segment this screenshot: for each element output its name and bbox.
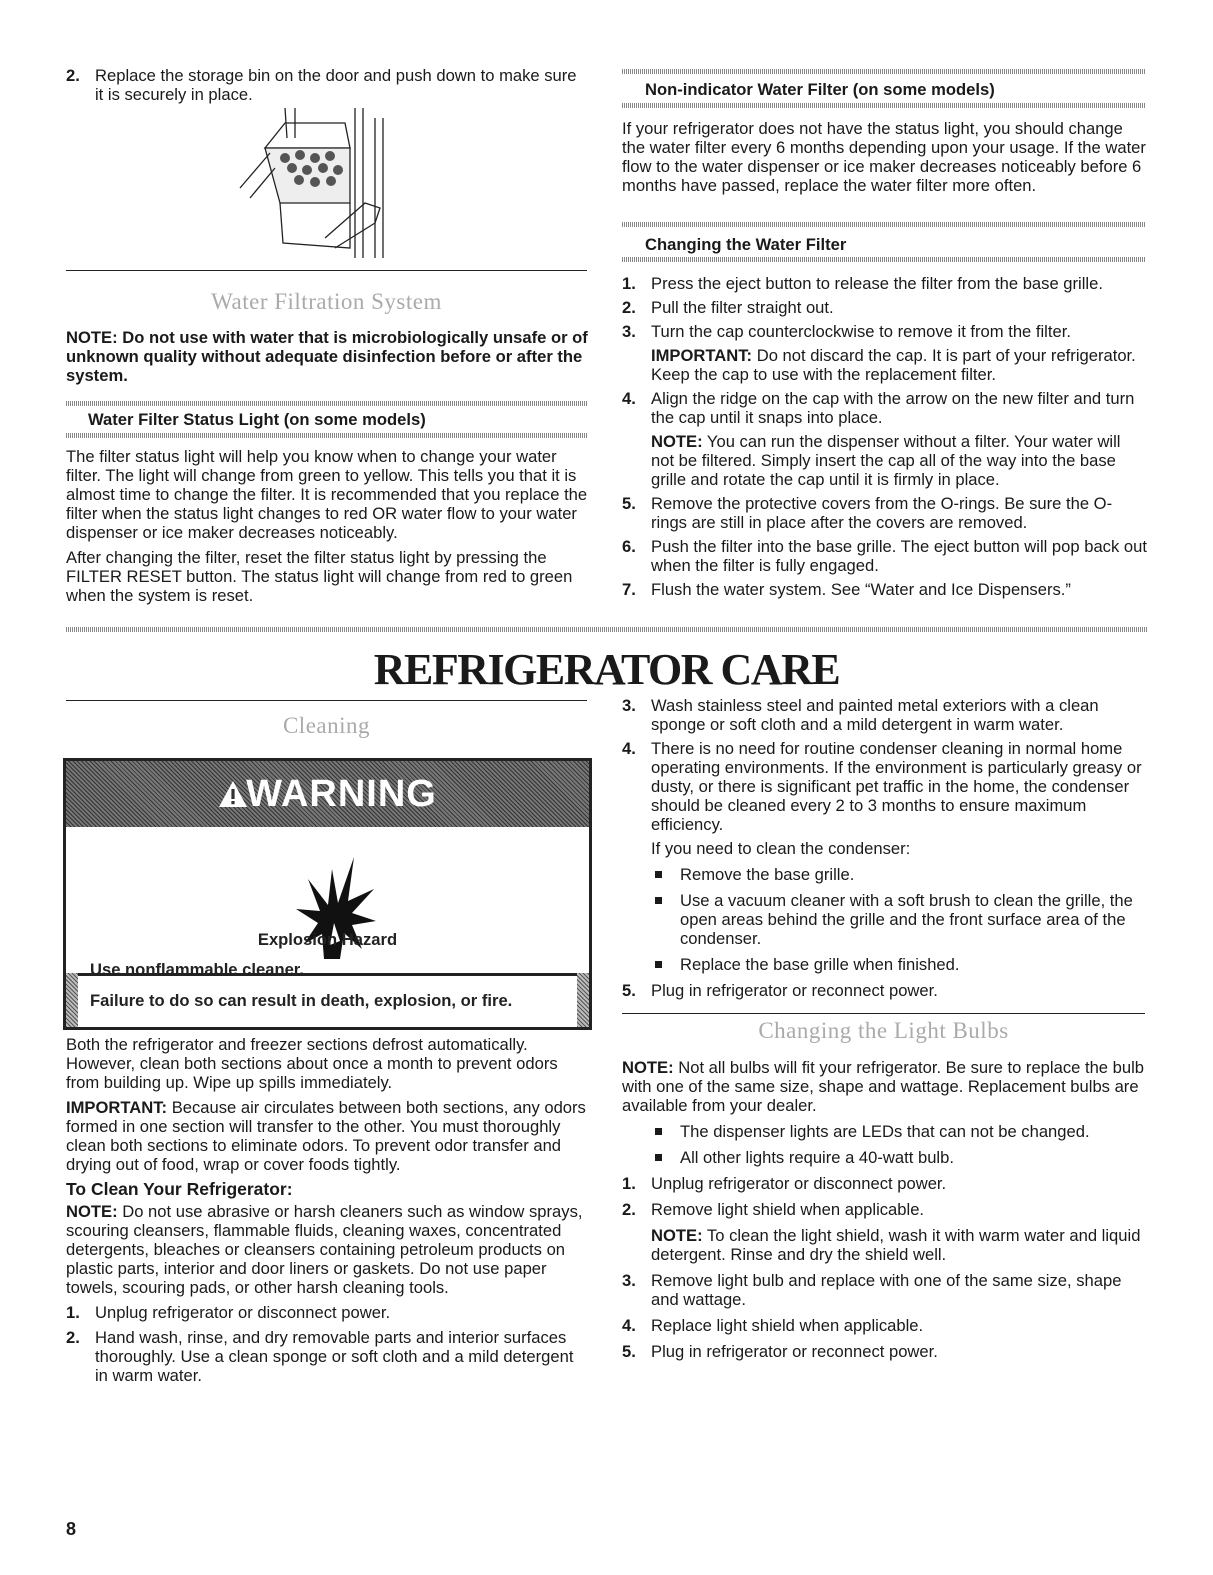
section-rule <box>622 1013 1145 1014</box>
status-light-heading: Water Filter Status Light (on some models) <box>88 410 426 429</box>
list-item: 4. Replace light shield when applicable. <box>622 1316 924 1335</box>
list-item: 5. Plug in refrigerator or reconnect power. <box>622 1342 938 1361</box>
list-item: 1. Unplug refrigerator or disconnect power. <box>66 1303 391 1322</box>
list-item: 1. Unplug refrigerator or disconnect power. <box>622 1174 947 1193</box>
list-item: 5. Plug in refrigerator or reconnect power. <box>622 981 938 1000</box>
section-heading-water-filtration: Water Filtration System <box>211 289 442 314</box>
hatch-divider <box>622 257 1145 262</box>
important-paragraph: IMPORTANT: Because air circulates between both sections, any odors formed in one section will transfer to the other. You must thoroughly clean both sections to eliminate odors. To prevent odor transfer and drying out of food, wrap or cover foods tightly. <box>66 1098 586 1174</box>
to-clean-heading: To Clean Your Refrigerator: <box>66 1179 293 1199</box>
hatch-divider <box>622 103 1145 108</box>
cleaning-note: NOTE: Do not use abrasive or harsh cleaners such as window sprays, scouring cleansers, flammable fluids, cleaning waxes, concentrated detergents, bleaches or cleansers containing petroleum products on plastic parts, interior and door liners or gaskets. Do not use paper towels, scouring pads, or other harsh cleaning tools. <box>66 1202 583 1297</box>
defrost-paragraph: Both the refrigerator and freezer sections defrost automatically. However, clean both sections about once a month to prevent odors from building up. Wipe up spills immediately. <box>66 1035 558 1092</box>
storage-bin-step <box>66 66 586 104</box>
hatch-divider <box>622 69 1145 74</box>
warning-triangle-icon <box>218 780 248 808</box>
hatch-divider <box>622 222 1145 227</box>
list-item: 1. Press the eject button to release the filter from the base grille. <box>622 274 1103 293</box>
status-reset-paragraph: After changing the filter, reset the filter status light by pressing the FILTER RESET button. The status light will change from red to green when the system is reset. <box>66 548 573 605</box>
ice-bin-illustration <box>225 108 425 258</box>
list-item: 6. Push the filter into the base grille. The eject button will pop back out when the filter is fully engaged. <box>622 537 1147 575</box>
filtration-note: NOTE: Do not use with water that is microbiologically unsafe or of unknown quality without adequate disinfection before or after the system. <box>66 328 588 385</box>
hatch-divider <box>66 433 587 438</box>
list-item: 4. There is no need for routine condenser cleaning in normal home operating environments. If the environment is particularly greasy or dusty, or there is significant pet traffic in the home, the condenser should be cleaned every 2 to 3 months to ensure maximum efficiency. <box>622 739 1142 834</box>
warning-instruction: Use nonflammable cleaner. <box>90 960 304 979</box>
important-note: IMPORTANT: Do not discard the cap. It is part of your refrigerator. Keep the cap to use with the replacement filter. <box>651 346 1136 384</box>
list-item: 2. Hand wash, rinse, and dry removable parts and interior surfaces thoroughly. Use a clean sponge or soft cloth and a mild detergent in warm water. <box>66 1328 574 1385</box>
warning-hazard: Explosion Hazard <box>257 930 398 949</box>
warning-title: WARNING <box>246 773 437 815</box>
list-item: 3. Remove light bulb and replace with one of the same size, shape and wattage. <box>622 1271 1122 1309</box>
list-item: Use a vacuum cleaner with a soft brush to clean the grille, the open areas behind the grille and the front surface area of the condenser. <box>622 891 1147 948</box>
list-item: Remove the base grille. <box>622 865 1147 884</box>
section-heading-cleaning: Cleaning <box>282 713 371 738</box>
light-shield-note: NOTE: To clean the light shield, wash it with warm water and liquid detergent. Rinse and dry the shield well. <box>651 1226 1141 1264</box>
list-item: 4. Align the ridge on the cap with the arrow on the new filter and turn the cap until it snaps into place. <box>622 389 1135 427</box>
list-item: Replace the base grille when finished. <box>622 955 1147 974</box>
light-bulbs-body <box>622 1058 1147 1361</box>
nonindicator-heading: Non-indicator Water Filter (on some models) <box>645 80 995 99</box>
status-light-body <box>66 447 588 605</box>
nonindicator-paragraph: If your refrigerator does not have the status light, you should change the water filter every 6 months depending upon your usage. If the water flow to the water dispenser or ice maker decreases noticeably before 6 months have passed, replace the water filter more often. <box>622 119 1146 195</box>
bulbs-note: NOTE: Not all bulbs will fit your refrigerator. Be sure to replace the bulb with one of the same size, shape and wattage. Replacement bulbs are available from your dealer. <box>622 1058 1145 1115</box>
hatch-divider <box>66 627 1147 632</box>
list-item: All other lights require a 40-watt bulb. <box>622 1148 1147 1167</box>
warning-box <box>63 758 592 1030</box>
nonindicator-body <box>622 119 1147 195</box>
cleaning-body <box>66 1035 588 1385</box>
hatch-divider <box>66 401 587 406</box>
section-rule <box>66 700 587 701</box>
list-item: 2. Pull the filter straight out. <box>622 298 834 317</box>
list-item: 5. Remove the protective covers from the O-rings. Be sure the O-rings are still in place after the covers are removed. <box>622 494 1113 532</box>
list-item: 7. Flush the water system. See “Water and Ice Dispensers.” <box>622 580 1071 599</box>
changing-filter-steps <box>622 274 1147 599</box>
water-filtration-section <box>66 328 588 385</box>
warning-header <box>66 761 589 827</box>
status-paragraph: The filter status light will help you know when to change your water filter. The light will change from green to yellow. This tells you that it is almost time to change the filter. It is recommended that you replace the filter when the status light changes to red OR water flow to your water dispenser or ice maker decreases noticeably. <box>66 447 588 542</box>
section-rule <box>66 270 587 271</box>
list-item: 2. Remove light shield when applicable. <box>622 1200 925 1219</box>
list-item: 3. Turn the cap counterclockwise to remove it from the filter. <box>622 322 1071 341</box>
changing-filter-heading: Changing the Water Filter <box>645 235 847 254</box>
step-text: Replace the storage bin on the door and push down to make sure it is securely in place. <box>95 66 577 104</box>
list-item: The dispenser lights are LEDs that can not be changed. <box>622 1122 1147 1141</box>
filter-note: NOTE: You can run the dispenser without a filter. Your water will not be filtered. Simply insert the cap all of the way into the base grille and rotate the cap until it is firmly in place. <box>651 432 1121 489</box>
step-number: 2. <box>66 66 80 85</box>
cleaning-continued <box>622 696 1147 1000</box>
list-item: 3. Wash stainless steel and painted metal exteriors with a clean sponge or soft cloth and a mild detergent in warm water. <box>622 696 1099 734</box>
section-heading-light-bulbs: Changing the Light Bulbs <box>758 1018 1009 1043</box>
warning-consequence: Failure to do so can result in death, explosion, or fire. <box>90 991 513 1010</box>
condenser-intro: If you need to clean the condenser: <box>651 839 911 858</box>
page-number: 8 <box>66 1519 77 1539</box>
page-title: REFRIGERATOR CARE <box>373 645 840 694</box>
